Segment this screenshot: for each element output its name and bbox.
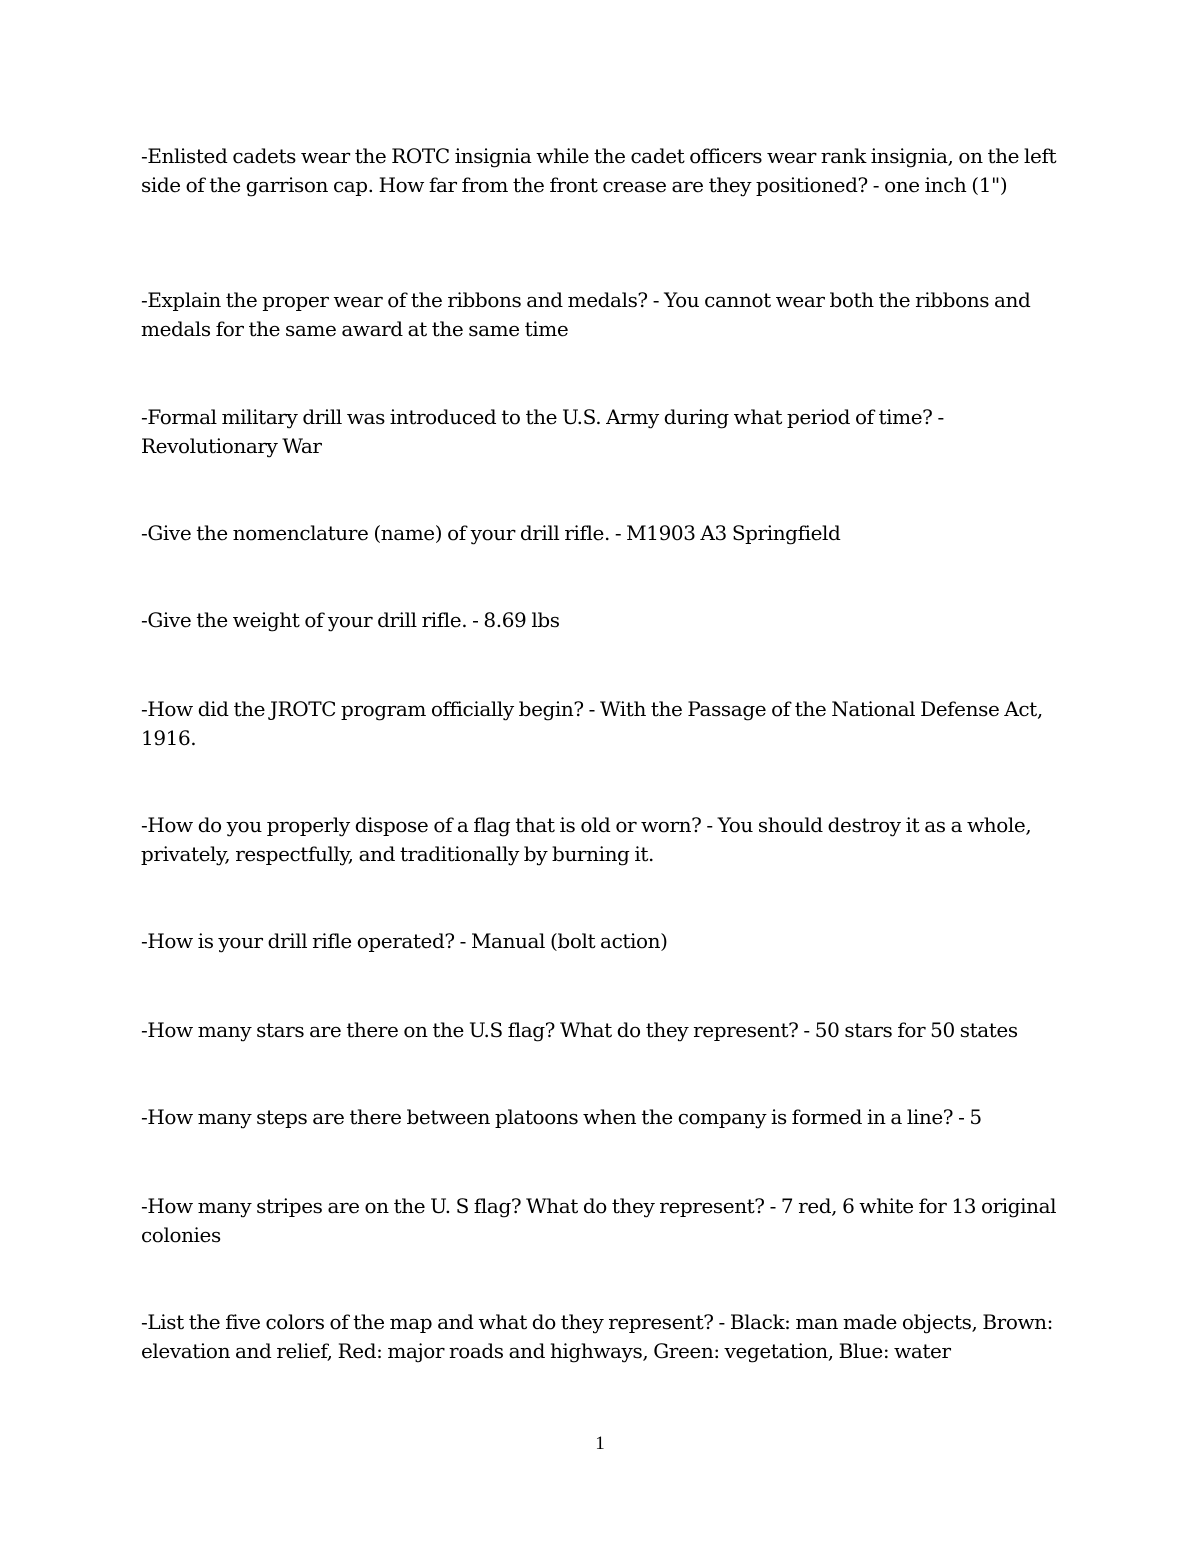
qa-entry-jrotc-origin: -How did the JROTC program officially begin? - With the Passage of the National Defense Act, 1916. <box>141 697 1043 750</box>
qa-entry-drill-rifle-operation: -How is your drill rifle operated? - Manual (bolt action) <box>141 929 668 953</box>
qa-entry-ribbons-medals: -Explain the proper wear of the ribbons and medals? - You cannot wear both the ribbons and medals for the same award at the same time <box>141 288 1031 341</box>
qa-entry-military-drill-history: -Formal military drill was introduced to the U.S. Army during what period of time? - Revolutionary War <box>141 405 944 458</box>
page-number: 1 <box>595 1433 605 1454</box>
qa-entry-platoon-steps: -How many steps are there between platoons when the company is formed in a line? - 5 <box>141 1105 982 1129</box>
qa-entry-drill-rifle-name: -Give the nomenclature (name) of your drill rifle. - M1903 A3 Springfield <box>141 521 841 545</box>
qa-entry-drill-rifle-weight: -Give the weight of your drill rifle. - 8.69 lbs <box>141 608 560 632</box>
qa-entry-map-colors: -List the five colors of the map and what do they represent? - Black: man made objects, Brown: elevation and relief, Red: major roads and highways, Green: vegetation, Blue: water <box>141 1310 1054 1363</box>
qa-entry-garrison-cap-insignia: -Enlisted cadets wear the ROTC insignia while the cadet officers wear rank insignia, on the left side of the garrison cap. How far from the front crease are they positioned? - one inch (1") <box>141 144 1057 197</box>
qa-entry-flag-stripes: -How many stripes are on the U. S flag? What do they represent? - 7 red, 6 white for 13 original colonies <box>141 1194 1057 1247</box>
qa-entry-flag-disposal: -How do you properly dispose of a flag that is old or worn? - You should destroy it as a whole, privately, respectfully, and traditionally by burning it. <box>141 813 1032 866</box>
qa-entry-flag-stars: -How many stars are there on the U.S flag? What do they represent? - 50 stars for 50 states <box>141 1018 1018 1042</box>
